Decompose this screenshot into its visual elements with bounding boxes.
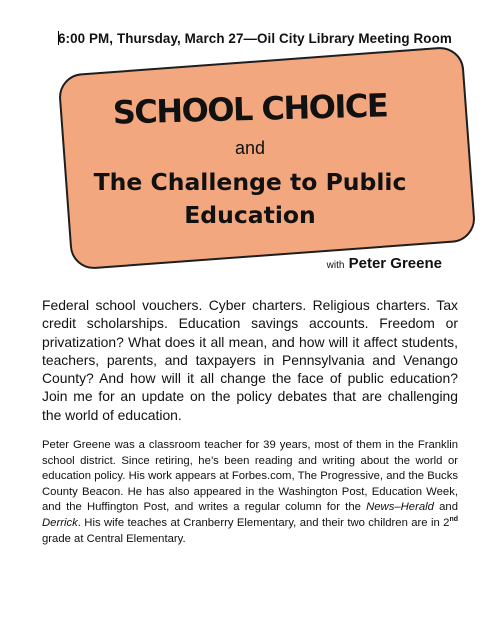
event-details-text: 6:00 PM, Thursday, March 27—Oil City Library Meeting Room [58,31,452,46]
event-description: Federal school vouchers. Cyber charters. Religious charters. Tax credit scholarships. Education savings accounts. Freedom or privatization? What does it all mean, and how will it affect students, teachers, parents, and taxpayers in Pennsylvania and Venango County? And how will it all change the face of public education? Join me for an update on the policy debates that are challenging the world of education. [42,297,458,423]
bio-publication-derrick: Derrick [42,516,78,529]
speaker-bio [42,438,458,547]
bio-text-4: grade at Central Elementary. [42,532,186,545]
bio-ordinal: nd [449,516,458,524]
banner-title-school-choice: SCHOOL CHOICE [112,86,388,132]
event-details [58,31,452,46]
banner-connector: and [234,138,266,158]
bio-text-1: Peter Greene was a classroom teacher for 39 years, most of them in the Franklin school district. Since retiring, he’s been reading and writing about the world or education policy. His work appears at Forbes.com, The Progressive, and the Bucks County Beacon. He has also appeared in the Washington Post, Education Week, and the Huffington Post, and writes a regular column for the [42,439,458,514]
bio-publication-news-herald: News–Herald [366,501,434,514]
speaker-byline [327,255,442,272]
banner-title-challenge: The Challenge to Public Education [93,168,407,229]
bio-text-3: . His wife teaches at Cranberry Elementary, and their two children are in 2 [77,516,450,529]
speaker-name: Peter Greene [348,255,442,272]
bio-text-2: and [433,501,458,514]
byline-prefix: with [326,260,345,271]
